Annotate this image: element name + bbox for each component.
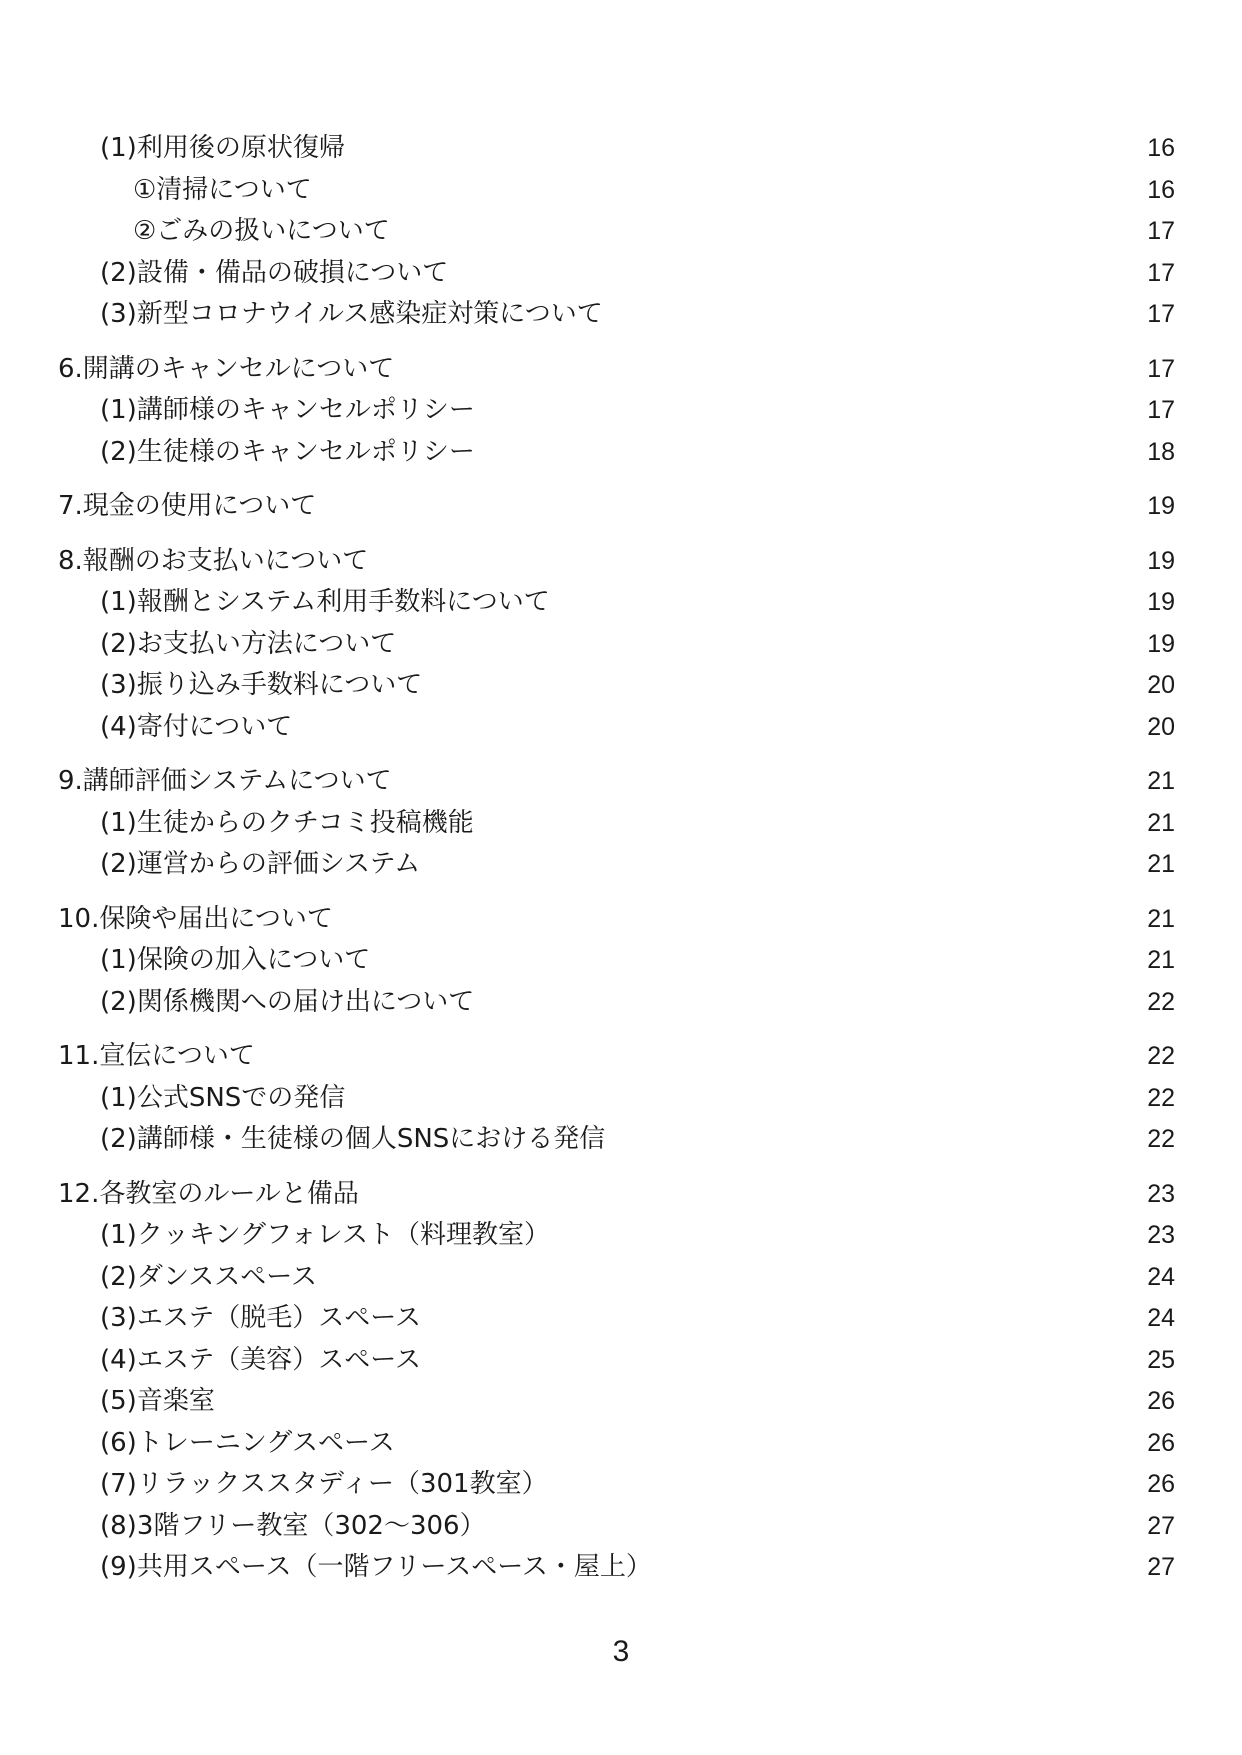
- toc-entry-page: 17: [1147, 300, 1175, 328]
- toc-section-label: 12.各教室のルールと備品: [58, 1178, 359, 1209]
- toc-entry: [0, 253, 1242, 295]
- toc-entry-label: (3)振り込み手数料について: [100, 670, 423, 700]
- toc-entry: [0, 1506, 1242, 1548]
- toc-entry: [0, 940, 1242, 982]
- toc-section-label: 6.開講のキャンセルについて: [58, 353, 395, 384]
- toc-entry-label: (1)クッキングフォレスト（料理教室）: [100, 1220, 550, 1250]
- toc-entry-label: ①清掃について: [133, 174, 312, 205]
- toc-entry: [0, 170, 1242, 212]
- toc-entry: [0, 432, 1242, 474]
- toc-entry-label: (5)音楽室: [100, 1386, 215, 1416]
- toc-entry-label: (2)運営からの評価システム: [100, 849, 421, 879]
- toc-section: [0, 541, 1242, 583]
- toc-entry-page: 17: [1147, 396, 1175, 424]
- toc-entry: [0, 1298, 1242, 1340]
- toc-entry-page: 20: [1147, 671, 1175, 699]
- toc-entry: [0, 294, 1242, 336]
- toc-section-page: 23: [1147, 1179, 1175, 1208]
- toc-entry-label: (1)保険の加入について: [100, 945, 371, 975]
- toc-entry: [0, 844, 1242, 886]
- toc-entry-page: 16: [1147, 175, 1175, 204]
- toc-entry-label: (1)報酬とシステム利用手数料について: [100, 587, 550, 617]
- toc-entry: [0, 707, 1242, 749]
- toc-entry-label: (4)エステ（美容）スペース: [100, 1344, 422, 1375]
- toc-section-label: 11.宣伝について: [58, 1041, 255, 1071]
- toc-entry-page: 22: [1147, 987, 1175, 1016]
- toc-entry-label: (1)利用後の原状復帰: [100, 133, 345, 163]
- toc-section: [0, 486, 1242, 528]
- toc-entry: [0, 982, 1242, 1024]
- toc-entry: [0, 803, 1242, 845]
- toc-section: [0, 349, 1242, 391]
- toc-section: [0, 1174, 1242, 1216]
- toc-entry-label: (1)講師様のキャンセルポリシー: [100, 395, 475, 425]
- toc-entry-label: (3)エステ（脱毛）スペース: [100, 1303, 422, 1333]
- toc-entry-page: 21: [1147, 850, 1175, 878]
- toc-entry: [0, 1381, 1242, 1423]
- toc-entry-page: 20: [1147, 712, 1175, 741]
- toc-entry: [0, 1547, 1242, 1589]
- toc-section-label: 8.報酬のお支払いについて: [58, 545, 369, 576]
- toc-entry-label: (1)公式SNSでの発信: [100, 1082, 346, 1113]
- toc-entry-page: 25: [1147, 1345, 1175, 1374]
- toc-entry: [0, 128, 1242, 170]
- table-of-contents: [0, 128, 1242, 1589]
- toc-entry-page: 18: [1147, 437, 1175, 466]
- toc-entry-label: (2)関係機関への届け出について: [100, 986, 475, 1017]
- toc-entry: [0, 390, 1242, 432]
- page-number: 3: [612, 1635, 630, 1668]
- toc-section: [0, 1036, 1242, 1078]
- toc-entry-label: (7)リラックススタディー（301教室）: [100, 1469, 548, 1499]
- toc-entry-page: 27: [1147, 1511, 1175, 1540]
- toc-entry-label: (8)3階フリー教室（302～306）: [100, 1510, 486, 1541]
- toc-entry-label: (2)ダンススペース: [100, 1261, 318, 1292]
- toc-section: [0, 761, 1242, 803]
- toc-entry-label: (2)設備・備品の破損について: [100, 257, 449, 288]
- toc-entry-label: (1)生徒からのクチコミ投稿機能: [100, 807, 474, 838]
- toc-entry-page: 19: [1147, 588, 1175, 616]
- toc-section-page: 17: [1147, 354, 1175, 383]
- toc-entry-label: (6)トレーニングスペース: [100, 1427, 395, 1458]
- toc-entry: [0, 1078, 1242, 1120]
- toc-entry-page: 26: [1147, 1387, 1175, 1415]
- toc-entry-label: (4)寄付について: [100, 711, 293, 742]
- toc-entry-page: 23: [1147, 1221, 1175, 1249]
- toc-entry-label: (2)生徒様のキャンセルポリシー: [100, 436, 475, 467]
- toc-entry-page: 27: [1147, 1553, 1175, 1581]
- toc-entry-label: (3)新型コロナウイルス感染症対策について: [100, 299, 603, 329]
- toc-entry-page: 26: [1147, 1470, 1175, 1498]
- toc-section: [0, 899, 1242, 941]
- toc-entry-page: 24: [1147, 1304, 1175, 1332]
- toc-entry: [0, 1215, 1242, 1257]
- toc-section-page: 21: [1147, 767, 1175, 795]
- toc-entry: [0, 665, 1242, 707]
- toc-section-label: 9.講師評価システムについて: [58, 766, 392, 796]
- toc-entry-page: 21: [1147, 808, 1175, 837]
- toc-section-label: 7.現金の使用について: [58, 491, 317, 521]
- toc-entry-label: ②ごみの扱いについて: [133, 216, 390, 246]
- toc-entry-page: 19: [1147, 629, 1175, 658]
- toc-entry: [0, 1464, 1242, 1506]
- toc-entry: [0, 1257, 1242, 1299]
- toc-entry-page: 17: [1147, 217, 1175, 245]
- toc-section-page: 19: [1147, 492, 1175, 520]
- toc-entry: [0, 1119, 1242, 1161]
- toc-section-page: 22: [1147, 1042, 1175, 1070]
- toc-entry-page: 22: [1147, 1125, 1175, 1153]
- toc-entry: [0, 582, 1242, 624]
- toc-entry-label: (2)講師様・生徒様の個人SNSにおける発信: [100, 1124, 606, 1154]
- toc-entry: [0, 1423, 1242, 1465]
- toc-entry-label: (2)お支払い方法について: [100, 628, 397, 659]
- toc-entry-page: 16: [1147, 134, 1175, 162]
- toc-entry: [0, 1340, 1242, 1382]
- toc-entry-label: (9)共用スペース（一階フリースペース・屋上）: [100, 1552, 652, 1582]
- toc-entry: [0, 211, 1242, 253]
- toc-entry-page: 24: [1147, 1262, 1175, 1291]
- toc-entry-page: 26: [1147, 1428, 1175, 1457]
- toc-section-label: 10.保険や届出について: [58, 903, 333, 934]
- toc-entry-page: 21: [1147, 946, 1175, 974]
- toc-entry-page: 22: [1147, 1083, 1175, 1112]
- toc-entry-page: 17: [1147, 258, 1175, 287]
- toc-section-page: 19: [1147, 546, 1175, 575]
- toc-entry: [0, 624, 1242, 666]
- toc-section-page: 21: [1147, 904, 1175, 933]
